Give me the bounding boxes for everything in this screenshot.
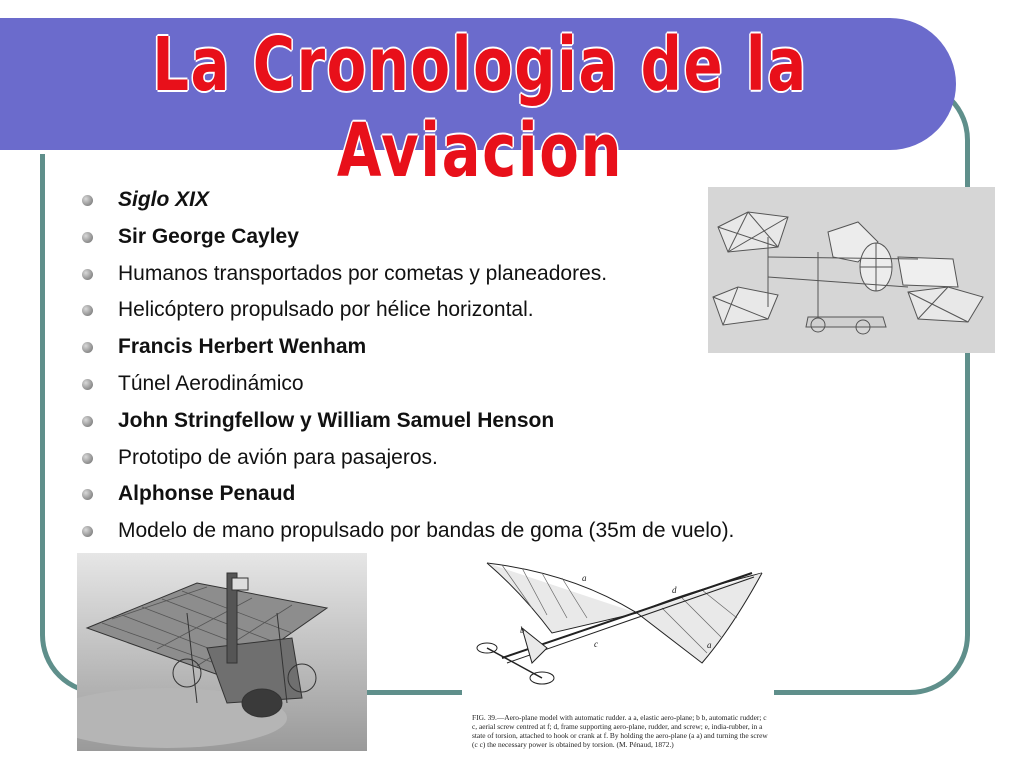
- list-item: Humanos transportados por cometas y planeadores.: [80, 256, 734, 293]
- svg-text:a: a: [582, 573, 587, 583]
- list-item: Alphonse Penaud: [80, 476, 734, 513]
- svg-text:d: d: [672, 585, 677, 595]
- bullet-icon: [82, 526, 93, 537]
- penaud-planophore-image: [462, 553, 774, 751]
- svg-text:a: a: [707, 640, 712, 650]
- list-item: Francis Herbert Wenham: [80, 329, 734, 366]
- list-item: Prototipo de avión para pasajeros.: [80, 440, 734, 477]
- list-item: Modelo de mano propulsado por bandas de goma (35m de vuelo).: [80, 513, 734, 550]
- penaud-caption: FIG. 39.—Aero-plane model with automatic rudder. a a, elastic aero-plane; b b, automatic rudder; c c, aerial screw centred at f; d, frame supporting aero-plane, rudder, and screw; e, india-rubber, in a state of torsion, attached to hook or crank at f. By holding the aero-plane (a a) and turning the screw (c c) the necessary power is obtained by torsion. (M. Pénaud, 1872.): [472, 713, 768, 749]
- cayley-aircraft-image: [708, 187, 995, 353]
- bullet-icon: [82, 232, 93, 243]
- list-item: Helicóptero propulsado por hélice horizontal.: [80, 292, 734, 329]
- bullet-icon: [82, 453, 93, 464]
- bullet-icon: [82, 305, 93, 316]
- bullet-icon: [82, 489, 93, 500]
- bullet-icon: [82, 342, 93, 353]
- bullet-icon: [82, 269, 93, 280]
- bullet-icon: [82, 416, 93, 427]
- bullet-icon: [82, 379, 93, 390]
- bullet-icon: [82, 195, 93, 206]
- slide-title: La Cronologia de la Aviacion: [152, 22, 808, 194]
- list-item: John Stringfellow y William Samuel Henson: [80, 403, 734, 440]
- svg-text:b: b: [520, 625, 525, 635]
- list-item: Sir George Cayley: [80, 219, 734, 256]
- list-item: Siglo XIX: [80, 182, 734, 219]
- svg-text:c: c: [594, 639, 598, 649]
- list-item: Túnel Aerodinámico: [80, 366, 734, 403]
- bullet-list: [80, 182, 734, 550]
- aerial-steam-carriage-image: [77, 553, 367, 751]
